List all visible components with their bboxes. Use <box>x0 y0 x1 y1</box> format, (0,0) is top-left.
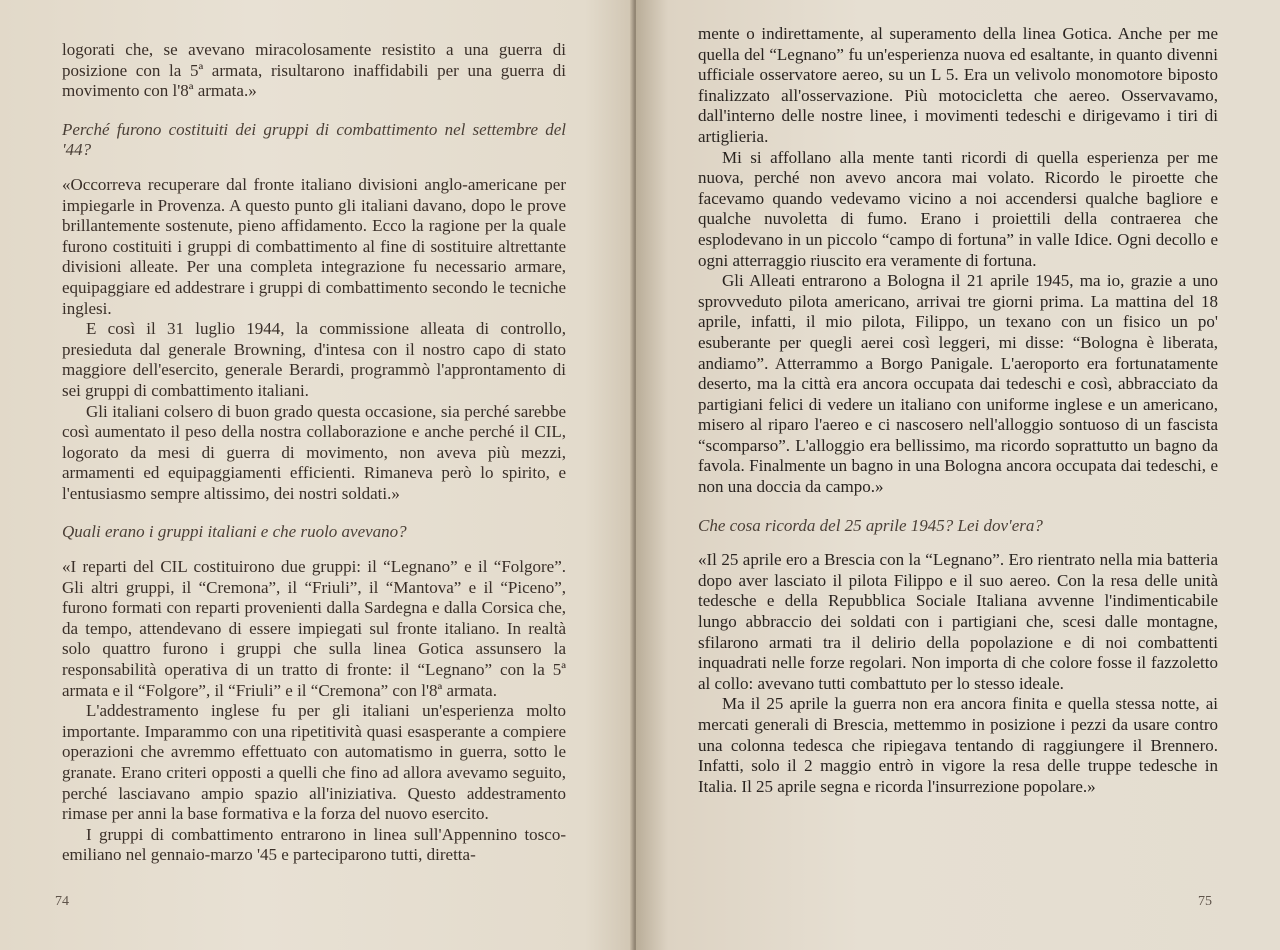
right-page <box>636 0 1280 950</box>
paragraph: «Occorreva recuperare dal fronte italiano divisioni anglo-americane per impiegarle in Provenza. A questo punto gli italiani davano, dopo le prove brillantemente sostenute, pieno affidamento. Ecco la ragione per la quale furono costituiti i gruppi di combattimento al fine di sostituire altrettante divisioni alleate. Per una completa integrazione fu necessario armare, equipaggiare ed addestrare i gruppi di combattimento secondo le tecniche inglesi. <box>62 174 566 318</box>
left-page-body <box>62 40 566 866</box>
paragraph: Ma il 25 aprile la guerra non era ancora finita e quella stessa notte, ai mercati generali di Brescia, mettemmo in posizione i pezzi da usare contro una colonna tedesca che ripiegava tentando di raggiungere il Brennero. Infatti, solo il 2 maggio entrò in vigore la resa delle truppe tedesche in Italia. Il 25 aprile segna e ricorda l'insurrezione popolare.» <box>698 694 1218 796</box>
paragraph: logorati che, se avevano miracolosamente resistito a una guerra di posizione con la 5ª armata, risultarono inaffidabili per una guerra di movimento con l'8ª armata.» <box>62 40 566 101</box>
paragraph: L'addestramento inglese fu per gli italiani un'esperienza molto importante. Imparammo con una ripetitività quasi esasperante a compiere operazioni che avremmo effettuato con automatismo in guerra, sotto le granate. Erano criteri opposti a quelli che fino ad allora avevamo seguito, perché lasciavano ampio spazio all'iniziativa. Questo addestramento rimase per anni la base formativa e la forza del nuovo esercito. <box>62 701 566 824</box>
right-page-number: 75 <box>1198 894 1212 909</box>
interview-question: Quali erano i gruppi italiani e che ruolo avevano? <box>62 522 407 542</box>
right-page-body <box>698 24 1218 797</box>
paragraph: «Il 25 aprile ero a Brescia con la “Legnano”. Ero rientrato nella mia batteria dopo aver lasciato il pilota Filippo e il suo aereo. Con la resa delle unità tedesche e della Repubblica Sociale Italiana avvenne l'indimenticabile lungo abbraccio dei soldati con i partigiani che, scesi dalle montagne, sfilarono armati tra il delirio della popolazione e di noi combattenti inquadrati nelle forze regolari. Non importa di che colore fosse il fazzoletto al collo: avevano tutti combattuto per lo stesso ideale. <box>698 550 1218 693</box>
paragraph: «I reparti del CIL costituirono due gruppi: il “Legnano” e il “Folgore”. Gli altri gruppi, il “Cremona”, il “Friuli”, il “Mantova” e il “Piceno”, furono formati con reparti provenienti dalla Sardegna e dalla Corsica che, da tempo, attendevano di essere impiegati sul fronte italiano. In realtà solo quattro furono i gruppi che sulla linea Gotica assunsero la responsabilità operativa di un tratto di fronte: il “Legnano” con la 5ª armata e il “Folgore”, il “Friuli” e il “Cremona” con l'8ª armata. <box>62 557 566 700</box>
paragraph: Mi si affollano alla mente tanti ricordi di quella esperienza per me nuova, perché non avevo ancora mai volato. Ricordo le piroette che facevamo quando vedevamo vicino a noi accendersi qualche bagliore e qualche nuvoletta di fumo. Erano i proiettili della contraerea che esplodevano in un piccolo “campo di fortuna” in valle Idice. Ogni decollo e ogni atterraggio riuscito era veramente di fortuna. <box>698 147 1218 270</box>
paragraph: E così il 31 luglio 1944, la commissione alleata di controllo, presieduta dal generale Browning, d'intesa con il nostro capo di stato maggiore dell'esercito, generale Berardi, programmò l'approntamento di sei gruppi di combattimento italiani. <box>62 319 566 400</box>
left-page-number: 74 <box>55 894 69 909</box>
interview-question: Perché furono costituiti dei gruppi di combattimento nel settembre del '44? <box>62 119 566 160</box>
left-page <box>0 0 636 950</box>
interview-question: Che cosa ricorda del 25 aprile 1945? Lei dov'era? <box>698 515 1043 535</box>
paragraph: I gruppi di combattimento entrarono in linea sull'Appennino tosco-emiliano nel gennaio-marzo '45 e parteciparono tutti, diretta- <box>62 824 566 865</box>
paragraph: Gli Alleati entrarono a Bologna il 21 aprile 1945, ma io, grazie a uno sprovveduto pilota americano, arrivai tre giorni prima. La mattina del 18 aprile, infatti, il mio pilota, Filippo, un texano con un fisico un po' esuberante per quegli aerei così leggeri, mi disse: “Bologna è liberata, andiamo”. Atterrammo a Borgo Panigale. L'aeroporto era fortunatamente deserto, ma la città era ancora occupata dai tedeschi e così, abbracciato da partigiani felici di vedere un italiano con uniforme inglese e un americano, misero al riparo l'aereo e ci nascosero nell'alloggio sontuoso di un fascista “scomparso”. L'alloggio era bellissimo, ma ricordo soprattutto un bagno da favola. Finalmente un bagno in una Bologna ancora occupata dai tedeschi, e non una doccia da campo.» <box>698 271 1218 497</box>
paragraph: mente o indirettamente, al superamento della linea Gotica. Anche per me quella del “Legnano” fu un'esperienza nuova ed esaltante, in quanto divenni ufficiale osservatore aereo, su un L 5. Era un velivolo monomotore biposto finalizzato all'osservazione. Più motocicletta che aereo. Osservavamo, dall'interno delle nostre linee, i movimenti tedeschi e dirigevamo i tiri di artiglieria. <box>698 24 1218 146</box>
paragraph: Gli italiani colsero di buon grado questa occasione, sia perché sarebbe così aumentato il peso della nostra collaborazione e anche perché il CIL, logorato da mesi di guerra di movimento, non aveva più mezzi, armamenti ed equipaggiamenti efficienti. Rimaneva però lo spirito, e l'entusiasmo sempre altissimo, dei nostri soldati.» <box>62 401 566 503</box>
